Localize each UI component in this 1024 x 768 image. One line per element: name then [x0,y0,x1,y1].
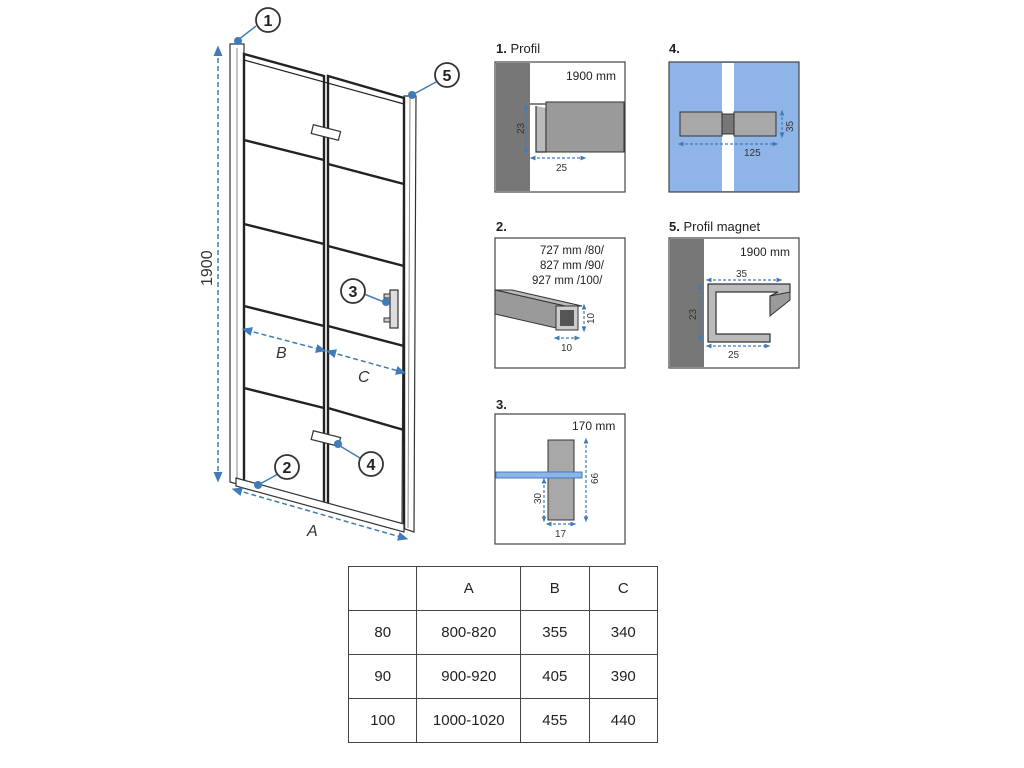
door-handle [384,290,398,328]
svg-text:1: 1 [263,13,273,30]
svg-text:25: 25 [556,163,568,174]
svg-text:25: 25 [728,350,740,361]
svg-text:170 mm: 170 mm [572,419,616,433]
table-row [349,611,658,655]
svg-text:727 mm /80/: 727 mm /80/ [540,245,604,257]
svg-text:125: 125 [744,148,761,159]
svg-text:827 mm /90/: 827 mm /90/ [540,260,604,272]
callout-5 [408,63,459,99]
svg-text:23: 23 [516,122,527,134]
detail-2-stabilizer-bar [495,219,625,368]
svg-text:35: 35 [736,269,748,280]
table-header-cell: B [521,567,589,611]
table-row [349,699,658,743]
svg-text:4: 4 [366,457,376,474]
width-a-label: A [307,523,318,540]
svg-text:5: 5 [442,68,452,85]
table-cell: 455 [521,699,589,743]
table-cell: 390 [589,655,657,699]
table-cell: 405 [521,655,589,699]
detail-4-magnet-seal [669,41,799,192]
svg-text:4.: 4. [669,41,680,56]
callout-4 [334,440,383,476]
svg-text:66: 66 [590,472,601,484]
svg-text:5. Profil magnet: 5. Profil magnet [669,219,761,234]
table-header-cell [349,567,417,611]
callout-2 [254,455,299,489]
svg-text:10: 10 [586,312,597,324]
table-cell: 355 [521,611,589,655]
svg-text:927 mm /100/: 927 mm /100/ [532,275,603,287]
detail-1-profil [495,41,625,192]
size-table [348,566,658,743]
table-cell: 80 [349,611,417,655]
svg-text:30: 30 [533,492,544,504]
table-header-cell: A [417,567,521,611]
table-cell: 90 [349,655,417,699]
width-a-dimension-line [236,490,404,538]
table-header-cell: C [589,567,657,611]
svg-text:1. Profil: 1. Profil [496,41,541,56]
detail-3-handle [495,397,625,544]
table-cell: 1000-1020 [417,699,521,743]
width-b-label: B [276,345,287,362]
table-cell: 900-920 [417,655,521,699]
callout-1 [234,8,280,45]
svg-text:3: 3 [348,284,358,301]
table-cell: 800-820 [417,611,521,655]
svg-text:17: 17 [555,529,567,540]
svg-text:23: 23 [688,308,699,320]
svg-text:10: 10 [561,343,573,354]
svg-text:35: 35 [785,120,796,132]
svg-text:1900 mm: 1900 mm [566,69,617,83]
table-header-row [349,567,658,611]
svg-text:1900 mm: 1900 mm [740,245,791,259]
table-cell: 340 [589,611,657,655]
door-drawing [199,8,459,540]
svg-text:2: 2 [282,460,292,477]
detail-5-profil-magnet [669,219,799,368]
width-c-label: C [358,369,370,386]
table-cell: 100 [349,699,417,743]
svg-text:3.: 3. [496,397,507,412]
callout-3 [341,279,390,306]
table-cell: 440 [589,699,657,743]
table-row [349,655,658,699]
height-label: 1900 [199,250,216,286]
svg-text:2.: 2. [496,219,507,234]
